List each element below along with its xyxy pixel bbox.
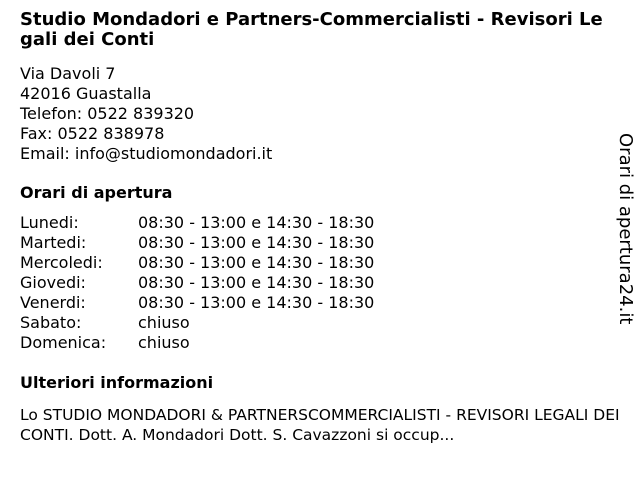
hours-row <box>20 233 374 253</box>
hours-time: 08:30 - 13:00 e 14:30 - 18:30 <box>138 253 375 272</box>
hours-row <box>20 273 374 293</box>
business-name: Studio Mondadori e Partners-Commercialisti - Revisori Legali dei Conti <box>20 9 603 50</box>
hours-row <box>20 213 374 233</box>
more-info-heading: Ulteriori informazioni <box>20 373 214 392</box>
hours-time: chiuso <box>138 313 190 332</box>
email-address[interactable]: Email: info@studiomondadori.it <box>20 144 273 163</box>
phone-number[interactable]: Telefon: 0522 839320 <box>20 104 195 123</box>
fax-number: Fax: 0522 838978 <box>20 124 165 143</box>
address-city: 42016 Guastalla <box>20 84 152 103</box>
hours-heading: Orari di apertura <box>20 183 173 202</box>
hours-time: 08:30 - 13:00 e 14:30 - 18:30 <box>138 293 375 312</box>
hours-day: Mercoledi: <box>20 253 103 272</box>
hours-time: 08:30 - 13:00 e 14:30 - 18:30 <box>138 213 375 232</box>
hours-day: Sabato: <box>20 313 82 332</box>
hours-day: Martedi: <box>20 233 87 252</box>
hours-time: 08:30 - 13:00 e 14:30 - 18:30 <box>138 233 375 252</box>
hours-time: chiuso <box>138 333 190 352</box>
hours-row <box>20 253 374 273</box>
hours-day: Giovedi: <box>20 273 86 292</box>
hours-row <box>20 293 374 313</box>
hours-day: Lunedi: <box>20 213 79 232</box>
opening-hours-table <box>20 213 374 353</box>
site-brand-label[interactable]: Orari di apertura24.it <box>615 133 636 325</box>
hours-row <box>20 313 374 333</box>
more-info-text: Lo STUDIO MONDADORI & PARTNERSCOMMERCIALISTI - REVISORI LEGALI DEI CONTI. Dott. A. Mondadori Dott. S. Cavazzoni si occup... <box>20 406 620 444</box>
address-street: Via Davoli 7 <box>20 64 116 83</box>
hours-day: Venerdi: <box>20 293 86 312</box>
hours-row <box>20 333 374 353</box>
hours-time: 08:30 - 13:00 e 14:30 - 18:30 <box>138 273 375 292</box>
hours-day: Domenica: <box>20 333 107 352</box>
contact-info <box>20 64 272 164</box>
